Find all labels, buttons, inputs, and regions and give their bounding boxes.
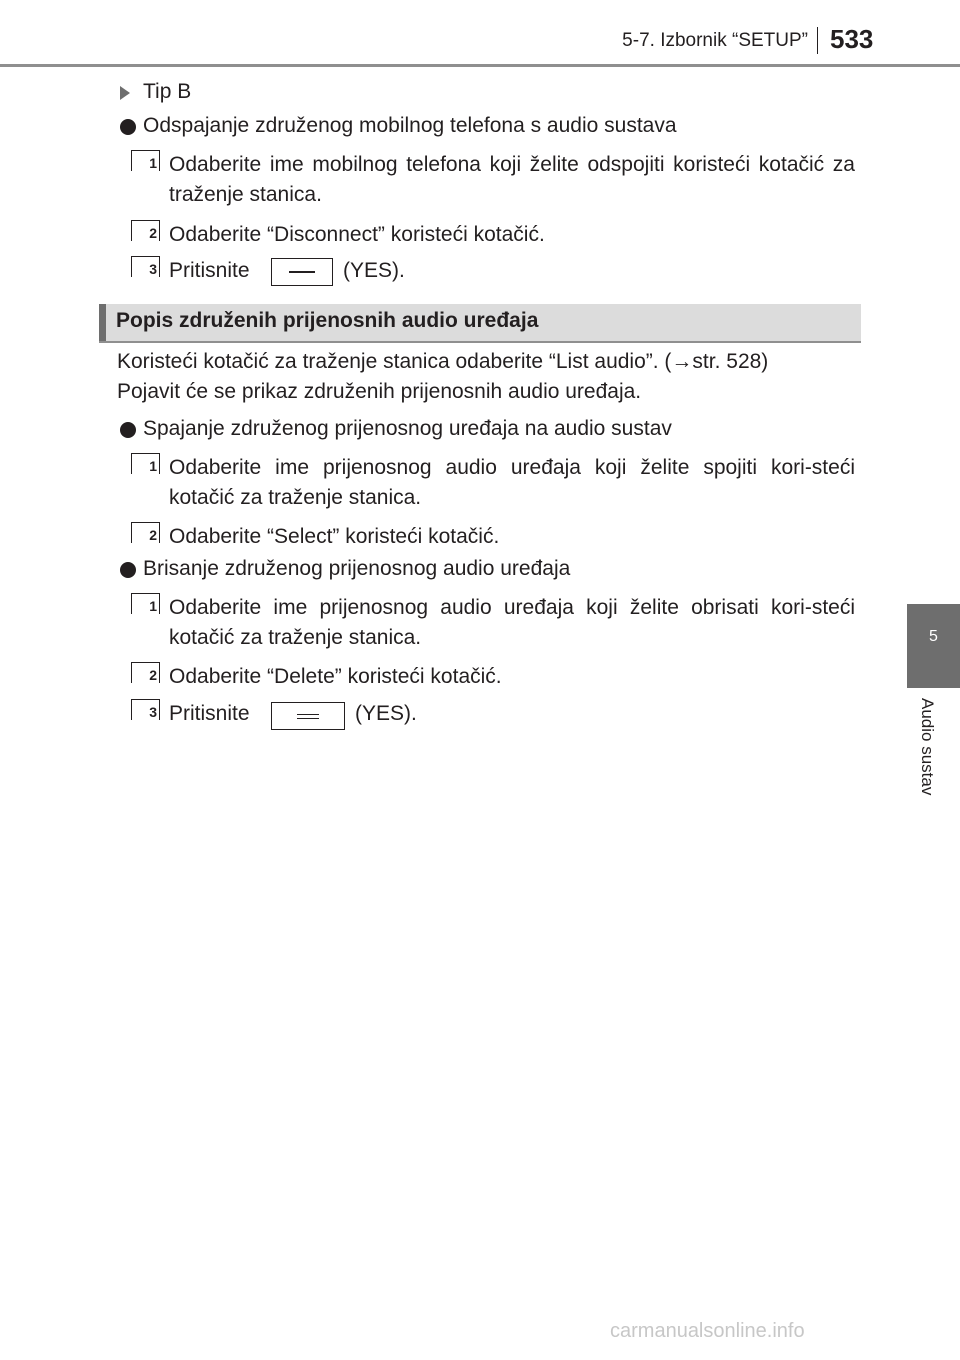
connect-step-2-text: Odaberite “Select” koristeći kotačić.	[169, 525, 500, 548]
bullet-icon	[120, 422, 136, 438]
dash-button-icon	[271, 258, 333, 286]
connect-step-1-text: Odaberite ime prijenosnog audio uređaja koji želite spojiti kori-steći kotačić za traženje stanica.	[169, 456, 855, 509]
disconnect-step-2-text: Odaberite “Disconnect” koristeći kotačić.	[169, 223, 545, 246]
step-number-badge	[131, 662, 160, 683]
dash-line	[289, 271, 315, 273]
running-header-title: 5-7. Izbornik “SETUP”	[622, 30, 808, 51]
intro-line-2: Pojavit će se prikaz združenih prijenosnih audio uređaja.	[117, 380, 642, 403]
delete-heading: Brisanje združenog prijenosnog audio uređaja	[143, 557, 571, 580]
delete-step-3-yes: (YES).	[355, 702, 417, 725]
step-number: 2	[149, 667, 157, 683]
step-number-badge	[131, 453, 160, 474]
tip-label: Tip B	[143, 80, 192, 103]
step-number: 3	[149, 261, 157, 277]
step-number-badge	[131, 150, 160, 171]
step-number-badge	[131, 220, 160, 241]
header-rule	[0, 64, 960, 67]
section-header	[99, 304, 861, 343]
section-title: Popis združenih prijenosnih audio uređaja	[116, 309, 539, 332]
bullet-icon	[120, 562, 136, 578]
watermark: carmanualsonline.info	[610, 1320, 805, 1342]
chapter-label: Audio sustav	[918, 698, 937, 796]
step-number-badge	[131, 699, 160, 720]
header-separator	[817, 27, 818, 54]
step-number-badge	[131, 256, 160, 277]
connect-heading: Spajanje združenog prijenosnog uređaja na audio sustav	[143, 417, 672, 440]
page-number: 533	[830, 24, 874, 54]
step-number: 1	[149, 598, 157, 614]
step-number: 1	[149, 458, 157, 474]
disconnect-heading: Odspajanje združenog mobilnog telefona s audio sustava	[143, 114, 677, 137]
triangle-right-icon	[120, 86, 130, 100]
section-marker	[99, 304, 106, 341]
chapter-tab	[907, 604, 960, 688]
step-number: 3	[149, 704, 157, 720]
chapter-label-container	[913, 698, 937, 828]
delete-step-2-text: Odaberite “Delete” koristeći kotačić.	[169, 665, 502, 688]
intro-line-1: Koristeći kotačić za traženje stanica odaberite “List audio”. (→str. 528)	[117, 350, 769, 373]
step-number-badge	[131, 593, 160, 614]
disconnect-step-3-text: Pritisnite	[169, 259, 250, 282]
step-number: 2	[149, 225, 157, 241]
delete-step-1-text: Odaberite ime prijenosnog audio uređaja koji želite obrisati kori-steći kotačić za traženje stanica.	[169, 596, 855, 649]
double-dash-button-icon	[271, 702, 345, 730]
chapter-number: 5	[929, 628, 938, 645]
step-number-badge	[131, 522, 160, 543]
double-dash-line	[297, 714, 319, 719]
delete-step-3-text: Pritisnite	[169, 702, 250, 725]
step-number: 1	[149, 155, 157, 171]
disconnect-step-1-text: Odaberite ime mobilnog telefona koji želite odspojiti koristeći kotačić za traženje stanica.	[169, 153, 855, 206]
step-number: 2	[149, 527, 157, 543]
bullet-icon	[120, 119, 136, 135]
disconnect-step-3-yes: (YES).	[343, 259, 405, 282]
